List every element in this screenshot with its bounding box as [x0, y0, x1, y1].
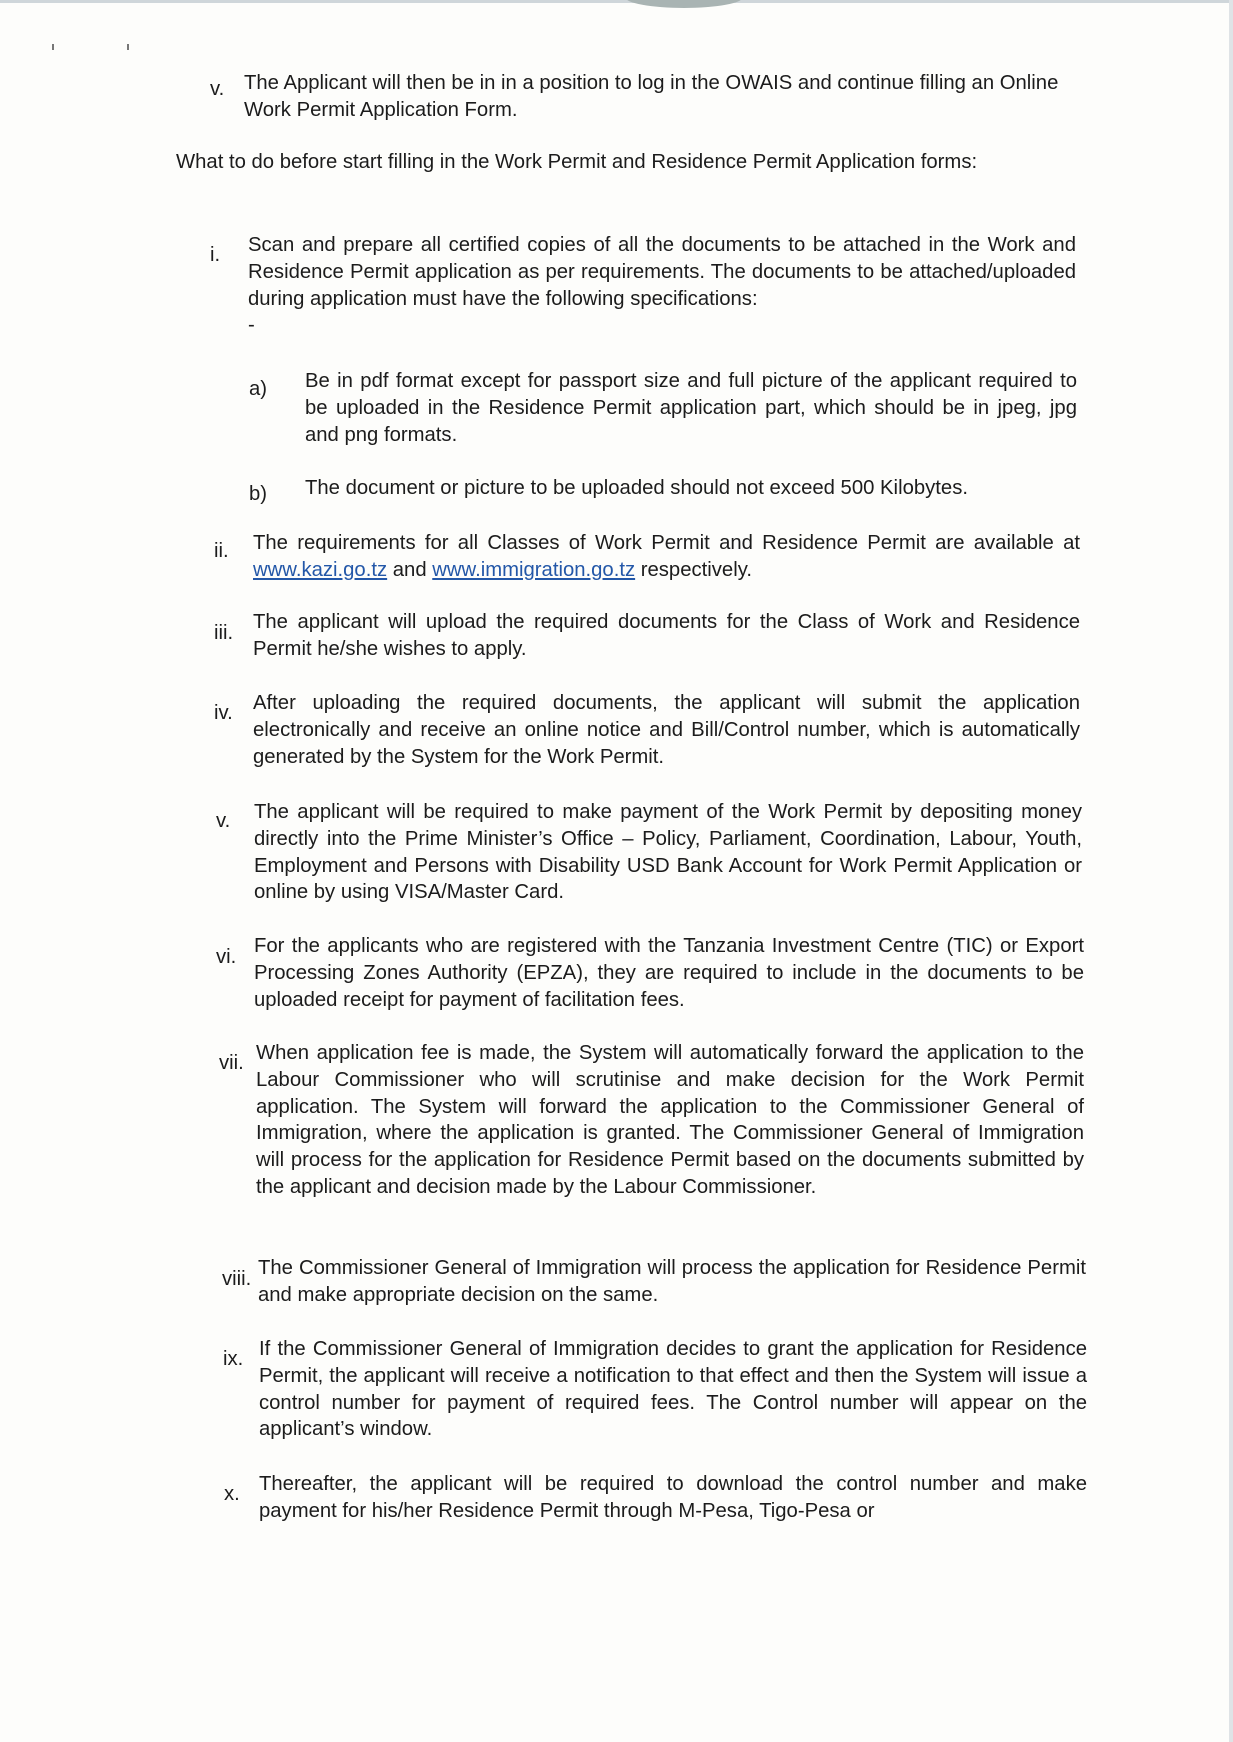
- list-marker: x.: [224, 1483, 240, 1505]
- list-marker: viii.: [222, 1268, 252, 1290]
- section-heading: What to do before start filling in the Work Permit and Residence Permit Application forms:: [176, 151, 978, 173]
- list-item: For the applicants who are registered with the Tanzania Investment Centre (TIC) or Export Processing Zones Authority (EPZA), they are required to include in the documents to be uploaded receipt for payment of facilitation fees.: [254, 935, 1084, 1011]
- scan-mark: [52, 44, 54, 50]
- list-item: [253, 530, 1080, 584]
- list-marker: ix.: [223, 1348, 244, 1370]
- spec-marker: b): [249, 483, 268, 505]
- spec-item: Be in pdf format except for passport size and full picture of the applicant required to be uploaded in the Residence Permit application part, which should be in jpeg, jpg and png formats.: [305, 370, 1077, 446]
- list-item: The applicant will be required to make payment of the Work Permit by depositing money directly into the Prime Minister’s Office – Policy, Parliament, Coordination, Labour, Youth, Employment and Persons with Disability USD Bank Account for Work Permit Application or online by using VISA/Master Card.: [254, 801, 1082, 904]
- list-marker: iii.: [214, 622, 234, 644]
- list-marker: vii.: [219, 1052, 244, 1074]
- list-item-text: respectively.: [635, 558, 752, 581]
- list-item: After uploading the required documents, the applicant will submit the application electronically and receive an online notice and Bill/Control number, which is automatically generated by the System for the Work Permit.: [253, 692, 1080, 768]
- list-marker: ii.: [214, 540, 229, 562]
- scan-edge-right: [1229, 0, 1233, 1742]
- list-item: When application fee is made, the System will automatically forward the application to the Labour Commissioner who will scrutinise and make decision for the Work Permit application. The System will forward the application to the Commissioner General of Immigration, where the application is granted. The Commissioner General of Immigration will process for the application for Residence Permit based on the documents submitted by the applicant and decision made by the Labour Commissioner.: [256, 1042, 1084, 1198]
- intro-paragraph: The Applicant will then be in in a position to log in the OWAIS and continue filling an Online Work Permit Application Form.: [244, 72, 1059, 121]
- list-marker: iv.: [214, 702, 233, 724]
- list-item-text: Scan and prepare all certified copies of all the documents to be attached in the Work and Residence Permit application as per requirements. The documents to be attached/uploaded during application must have the following specifications:: [248, 234, 1076, 310]
- list-item: [248, 232, 1076, 339]
- list-marker: vi.: [216, 946, 237, 968]
- list-item-text: The requirements for all Classes of Work Permit and Residence Permit are available at: [253, 532, 1080, 554]
- list-marker: v.: [210, 78, 225, 100]
- kazi-link[interactable]: www.kazi.go.tz: [253, 558, 388, 581]
- list-item: The Commissioner General of Immigration will process the application for Residence Permit and make appropriate decision on the same.: [258, 1257, 1086, 1306]
- immigration-link[interactable]: www.immigration.go.tz: [432, 558, 636, 581]
- list-item: Thereafter, the applicant will be required to download the control number and make payment for his/her Residence Permit through M-Pesa, Tigo-Pesa or: [259, 1473, 1087, 1522]
- scan-artifact: [625, 0, 743, 8]
- list-item: The applicant will upload the required documents for the Class of Work and Residence Permit he/she wishes to apply.: [253, 611, 1080, 660]
- list-item-text: and: [387, 558, 433, 581]
- list-marker: i.: [210, 244, 221, 266]
- scan-mark: [127, 44, 129, 50]
- list-marker: v.: [216, 810, 231, 832]
- spec-marker: a): [249, 378, 268, 400]
- spec-item: The document or picture to be uploaded should not exceed 500 Kilobytes.: [305, 477, 968, 499]
- list-item-trail: -: [248, 314, 255, 337]
- scan-edge-top: [0, 0, 1233, 3]
- list-item: If the Commissioner General of Immigration decides to grant the application for Residence Permit, the applicant will receive a notification to that effect and then the System will issue a control number for payment of required fees. The Control number will appear on the applicant’s window.: [259, 1338, 1087, 1441]
